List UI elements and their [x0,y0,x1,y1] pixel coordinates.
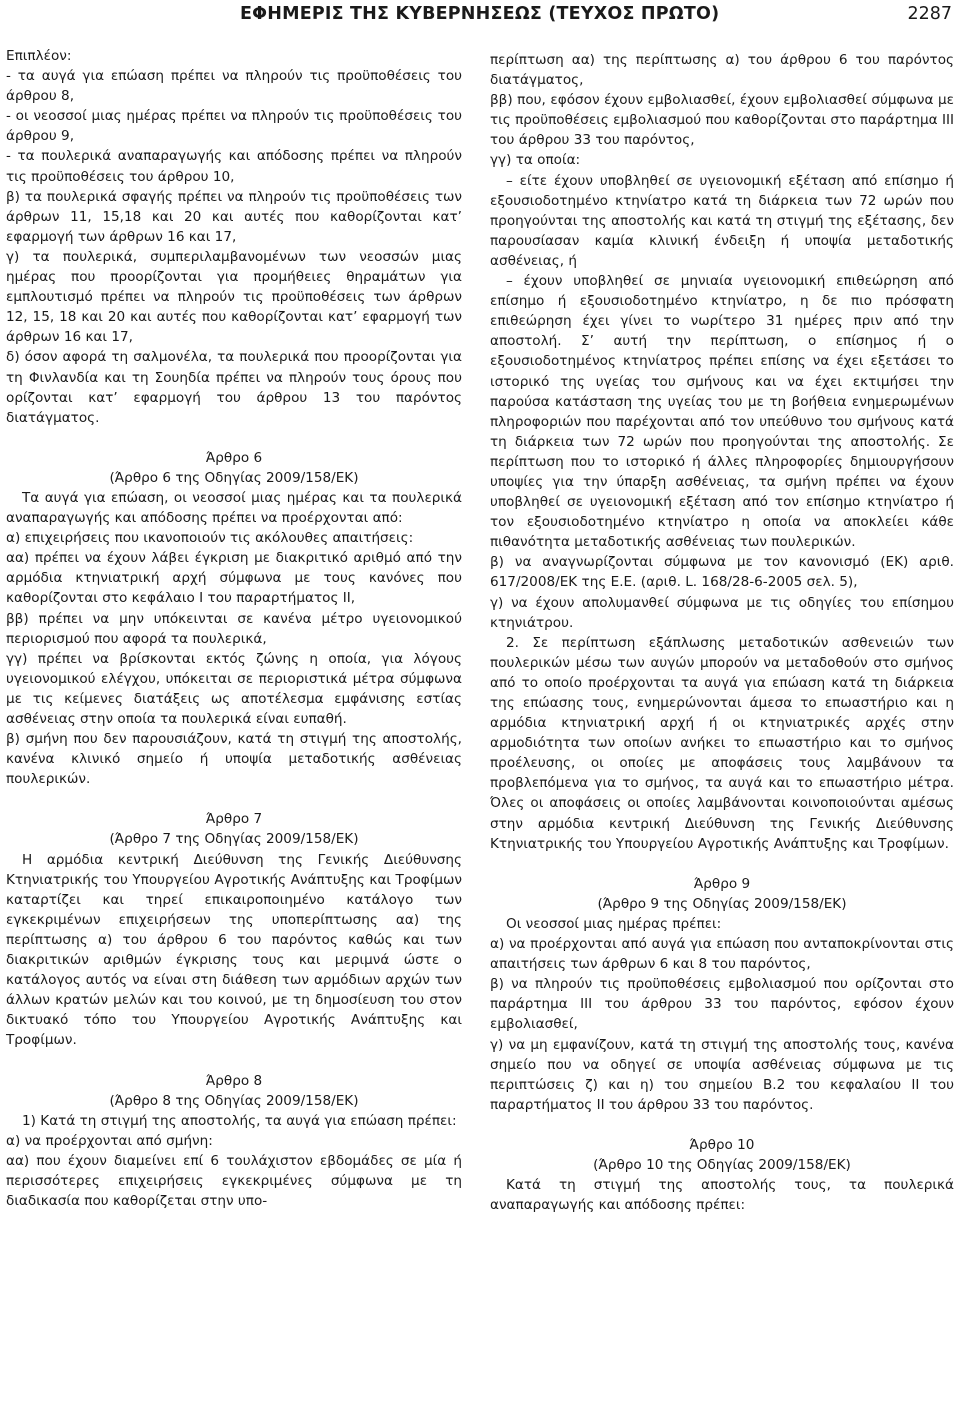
page-header [0,0,960,34]
paragraph: 2. Σε περίπτωση εξάπλωσης μεταδοτικών ασθενειών των πουλερικών μέσω των αυγών μπορούν να μεταδοθούν στο σμήνος από το οποίο προέρχονται τα αυγά για επώαση κατά τη διάρκεια της επώασης τους, ενημερώνονται άμεσα το επωαστήριο και η αρμόδια κτηνιατρική αρχή ή οι κτηνιατρικές αρχές στην αρμοδιότητα των οποίων ανήκει το επωαστήριο και το σμήνος προέλευσης, οι οποίες με αποφάσεις τους λαμβάνουν τα προβλεπόμενα για το σμήνος, τα αυγά και το επωαστήριο μέτρα. Όλες οι αποφάσεις οι οποίες λαμβάνονται κοινοποιούνται αμέσως στην αρμόδια κεντρική Διεύθυνση της Γενικής Διεύθυνσης Κτηνιατρικής του Υπουργείου Αγροτικής Ανάπτυξης και Τροφίμων. [490,634,954,852]
paragraph: β) σμήνη που δεν παρουσιάζουν, κατά τη στιγμή της αποστολής, κανένα κλινικό σημείο ή υποψία μεταδοτικής ασθένειας πουλερικών. [6,731,462,788]
paragraph: γγ) τα οποία: [490,152,581,169]
paragraph: Η αρμόδια κεντρική Διεύθυνση της Γενικής Διεύθυνσης Κτηνιατρικής του Υπουργείου Αγροτικής Ανάπτυξης και Τροφίμων καταρτίζει και τηρεί επικαιροποιημένο κατάλογο των εγκεκριμένων επιχειρήσεων της υποπερίπτωσης αα) της περίπτωσης α) του άρθρου 6 του παρόντος καθώς και των διακριτικών αριθμών έγκρισης τους και μεριμνά ώστε ο κατάλογος αυτός να είναι στη διάθεση των αρμόδιων αρχών των άλλων κρατών μελών και του κοινού, με τη δημοσίευση του στον δικτυακό τόπο του Υπουργείου Αγροτικής Ανάπτυξης και Τροφίμων. [6,851,462,1049]
article-subheading: (Άρθρο 9 της Οδηγίας 2009/158/ΕΚ) [597,895,847,912]
paragraph: - τα αυγά για επώαση πρέπει να πληρούν τις προϋποθέσεις του άρθρου 8, [6,68,462,105]
article-heading: Άρθρο 9 [693,875,751,892]
article-subheading: (Άρθρο 10 της Οδηγίας 2009/158/ΕΚ) [593,1156,851,1173]
paragraph: Επιπλέον: [6,48,72,64]
paragraph: δ) όσον αφορά τη σαλμονέλα, τα πουλερικά που προορίζονται για τη Φινλανδία και τη Σουηδία πρέπει να πληρούν τους όρους που ορίζονται κατ’ εφαρμογή του άρθρου 13 του παρόντος διατάγματος. [6,349,462,426]
left-column [6,46,462,1211]
paragraph: - οι νεοσσοί μιας ημέρας πρέπει να πληρούν τις προϋποθέσεις του άρθρου 9, [6,108,462,145]
paragraph: Κατά τη στιγμή της αποστολής τους, τα πουλερικά αναπαραγωγής και απόδοσης πρέπει: [490,1177,954,1214]
paragraph: γ) να μη εμφανίζουν, κατά τη στιγμή της αποστολής τους, κανένα σημείο που να οδηγεί σε υποψία ασθένειας σύμφωνα με τις περιπτώσεις ζ) και η) του σημείου Β.2 του κεφαλαίου ΙΙ του παραρτήματος ΙΙ του άρθρου 33 του παρόντος. [490,1036,954,1113]
page-number: 2287 [907,4,952,24]
paragraph: - τα πουλερικά αναπαραγωγής και απόδοσης πρέπει να πληρούν τις προϋποθέσεις του άρθρου 10, [6,148,462,185]
article-subheading: (Άρθρο 8 της Οδηγίας 2009/158/ΕΚ) [109,1092,359,1109]
paragraph: γ) να έχουν απολυμανθεί σύμφωνα με τις οδηγίες του επίσημου κτηνιάτρου. [490,594,954,631]
article-heading: Άρθρο 7 [205,811,263,828]
gazette-title: ΕΦΗΜΕΡΙΣ ΤΗΣ ΚΥΒΕΡΝΗΣΕΩΣ (ΤΕΥΧΟΣ ΠΡΩΤΟ) [240,4,720,24]
paragraph: αα) πρέπει να έχουν λάβει έγκριση με διακριτικό αριθμό από την αρμόδια κτηνιατρική αρχή σύμφωνα με τους κανόνες που καθορίζονται στο κεφάλαιο Ι του παραρτήματος ΙΙ, [6,550,462,607]
paragraph: 1) Κατά τη στιγμή της αποστολής, τα αυγά για επώαση πρέπει: [22,1112,457,1129]
article-heading: Άρθρο 6 [205,449,263,466]
paragraph: α) επιχειρήσεις που ικανοποιούν τις ακόλουθες απαιτήσεις: [6,530,414,547]
paragraph: α) να προέρχονται από αυγά για επώαση που ανταποκρίνονται στις απαιτήσεις των άρθρων 6 και 8 του παρόντος, [490,936,954,973]
paragraph: Τα αυγά για επώαση, οι νεοσσοί μιας ημέρας και τα πουλερικά αναπαραγωγής και απόδοσης πρέπει να προέρχονται από: [6,489,462,527]
article-subheading: (Άρθρο 6 της Οδηγίας 2009/158/ΕΚ) [109,469,359,486]
article-heading: Άρθρο 10 [689,1136,755,1153]
paragraph: β) τα πουλερικά σφαγής πρέπει να πληρούν τις προϋποθέσεις των άρθρων 11, 15,18 και 20 και αυτές που καθορίζονται κατ’ εφαρμογή των άρθρων 16 και 17, [6,188,462,245]
right-column [490,50,954,1215]
paragraph: γ) τα πουλερικά, συμπεριλαμβανομένων των νεοσσών μιας ημέρας που προορίζονται για προμήθειες θηραμάτων για εμπλουτισμό πρέπει να πληρούν τις προϋποθέσεις των άρθρων 12, 15, 18 και 20 και αυτές που καθορίζονται κατ’ εφαρμογή των άρθρων 16 και 17, [6,248,462,346]
paragraph: – είτε έχουν υποβληθεί σε υγειονομική εξέταση από επίσημο ή εξουσιοδοτημένο κτηνίατρο κατά τη διάρκεια των 72 ωρών που προηγούνται της αποστολής και κατά τη στιγμή της εξέτασης, δεν παρουσίασαν καμία κλινική ένδειξη ή υποψία μεταδοτικής ασθένειας, ή [490,172,954,269]
paragraph: β) να πληρούν τις προϋποθέσεις εμβολιασμού που ορίζονται στο παράρτημα ΙΙΙ του άρθρου 33 του παρόντος, εφόσον έχουν εμβολιασθεί, [490,976,954,1033]
paragraph: β) να αναγνωρίζονται σύμφωνα με τον κανονισμό (ΕΚ) αριθ. 617/2008/ΕΚ της Ε.Ε. (αριθ. L. 168/28-6-2005 σελ. 5), [490,554,954,591]
paragraph: ββ) πρέπει να μην υπόκεινται σε κανένα μέτρο υγειονομικού περιορισμού που αφορά τα πουλερικά, [6,610,462,647]
article-subheading: (Άρθρο 7 της Οδηγίας 2009/158/ΕΚ) [109,831,359,848]
paragraph: ββ) που, εφόσον έχουν εμβολιασθεί, έχουν εμβολιασθεί σύμφωνα με τις προϋποθέσεις εμβολιασμού που καθορίζονται στο παράρτημα ΙΙΙ του άρθρου 33 του παρόντος, [490,92,954,149]
paragraph: α) να προέρχονται από σμήνη: [6,1132,213,1149]
paragraph: Οι νεοσσοί μιας ημέρας πρέπει: [506,915,722,932]
paragraph: αα) που έχουν διαμείνει επί 6 τουλάχιστον εβδομάδες σε μία ή περισσότερες επιχειρήσεις εγκεκριμένες σύμφωνα με τη διαδικασία που καθορίζεται στην υπο- [6,1152,462,1210]
paragraph: περίπτωση αα) της περίπτωσης α) του άρθρου 6 του παρόντος διατάγματος, [490,52,954,89]
paragraph: γγ) πρέπει να βρίσκονται εκτός ζώνης η οποία, για λόγους υγειονομικού ελέγχου, υπόκειται σε περιοριστικά μέτρα σύμφωνα με τις κείμενες διατάξεις ως αποτέλεσμα εμφάνισης εστίας ασθένειας στην οποία τα πουλερικά είναι ευπαθή. [6,650,462,727]
paragraph: – έχουν υποβληθεί σε μηνιαία υγειονομική επιθεώρηση από επίσημο ή εξουσιοδοτημένο κτηνίατρο, η δε πιο πρόσφατη επιθεώρηση έχει γίνει το νωρίτερο 31 ημέρες πριν από την αποστολή. Σ’ αυτή την περίπτωση, ο επίσημος ή ο εξουσιοδοτημένος κτηνίατρος πρέπει επίσης να έχει εξετάσει το ιστορικό της υγείας του σμήνους και να έχει εκτιμήσει την παρούσα κατάσταση της υγείας του με τη βοήθεια ενημερωμένων πληροφοριών που παρέχονται από τον υπεύθυνο του σμήνους κατά τη διάρκεια των 72 ωρών που προηγούνται της αποστολής. Σε περίπτωση που το ιστορικό ή άλλες πληροφορίες δημιουργήσουν υποψίες για την ύπαρξη ασθένειας, τα σμήνη πρέπει να έχουν υποβληθεί σε υγειονομική εξέταση από τον επίσημο κτηνίατρο ή τον εξουσιοδοτημένο κτηνίατρο η οποία να αποκλείει κάθε πιθανότητα μεταδοτικής ασθένειας των πουλερικών. [490,273,954,551]
article-heading: Άρθρο 8 [205,1072,263,1089]
